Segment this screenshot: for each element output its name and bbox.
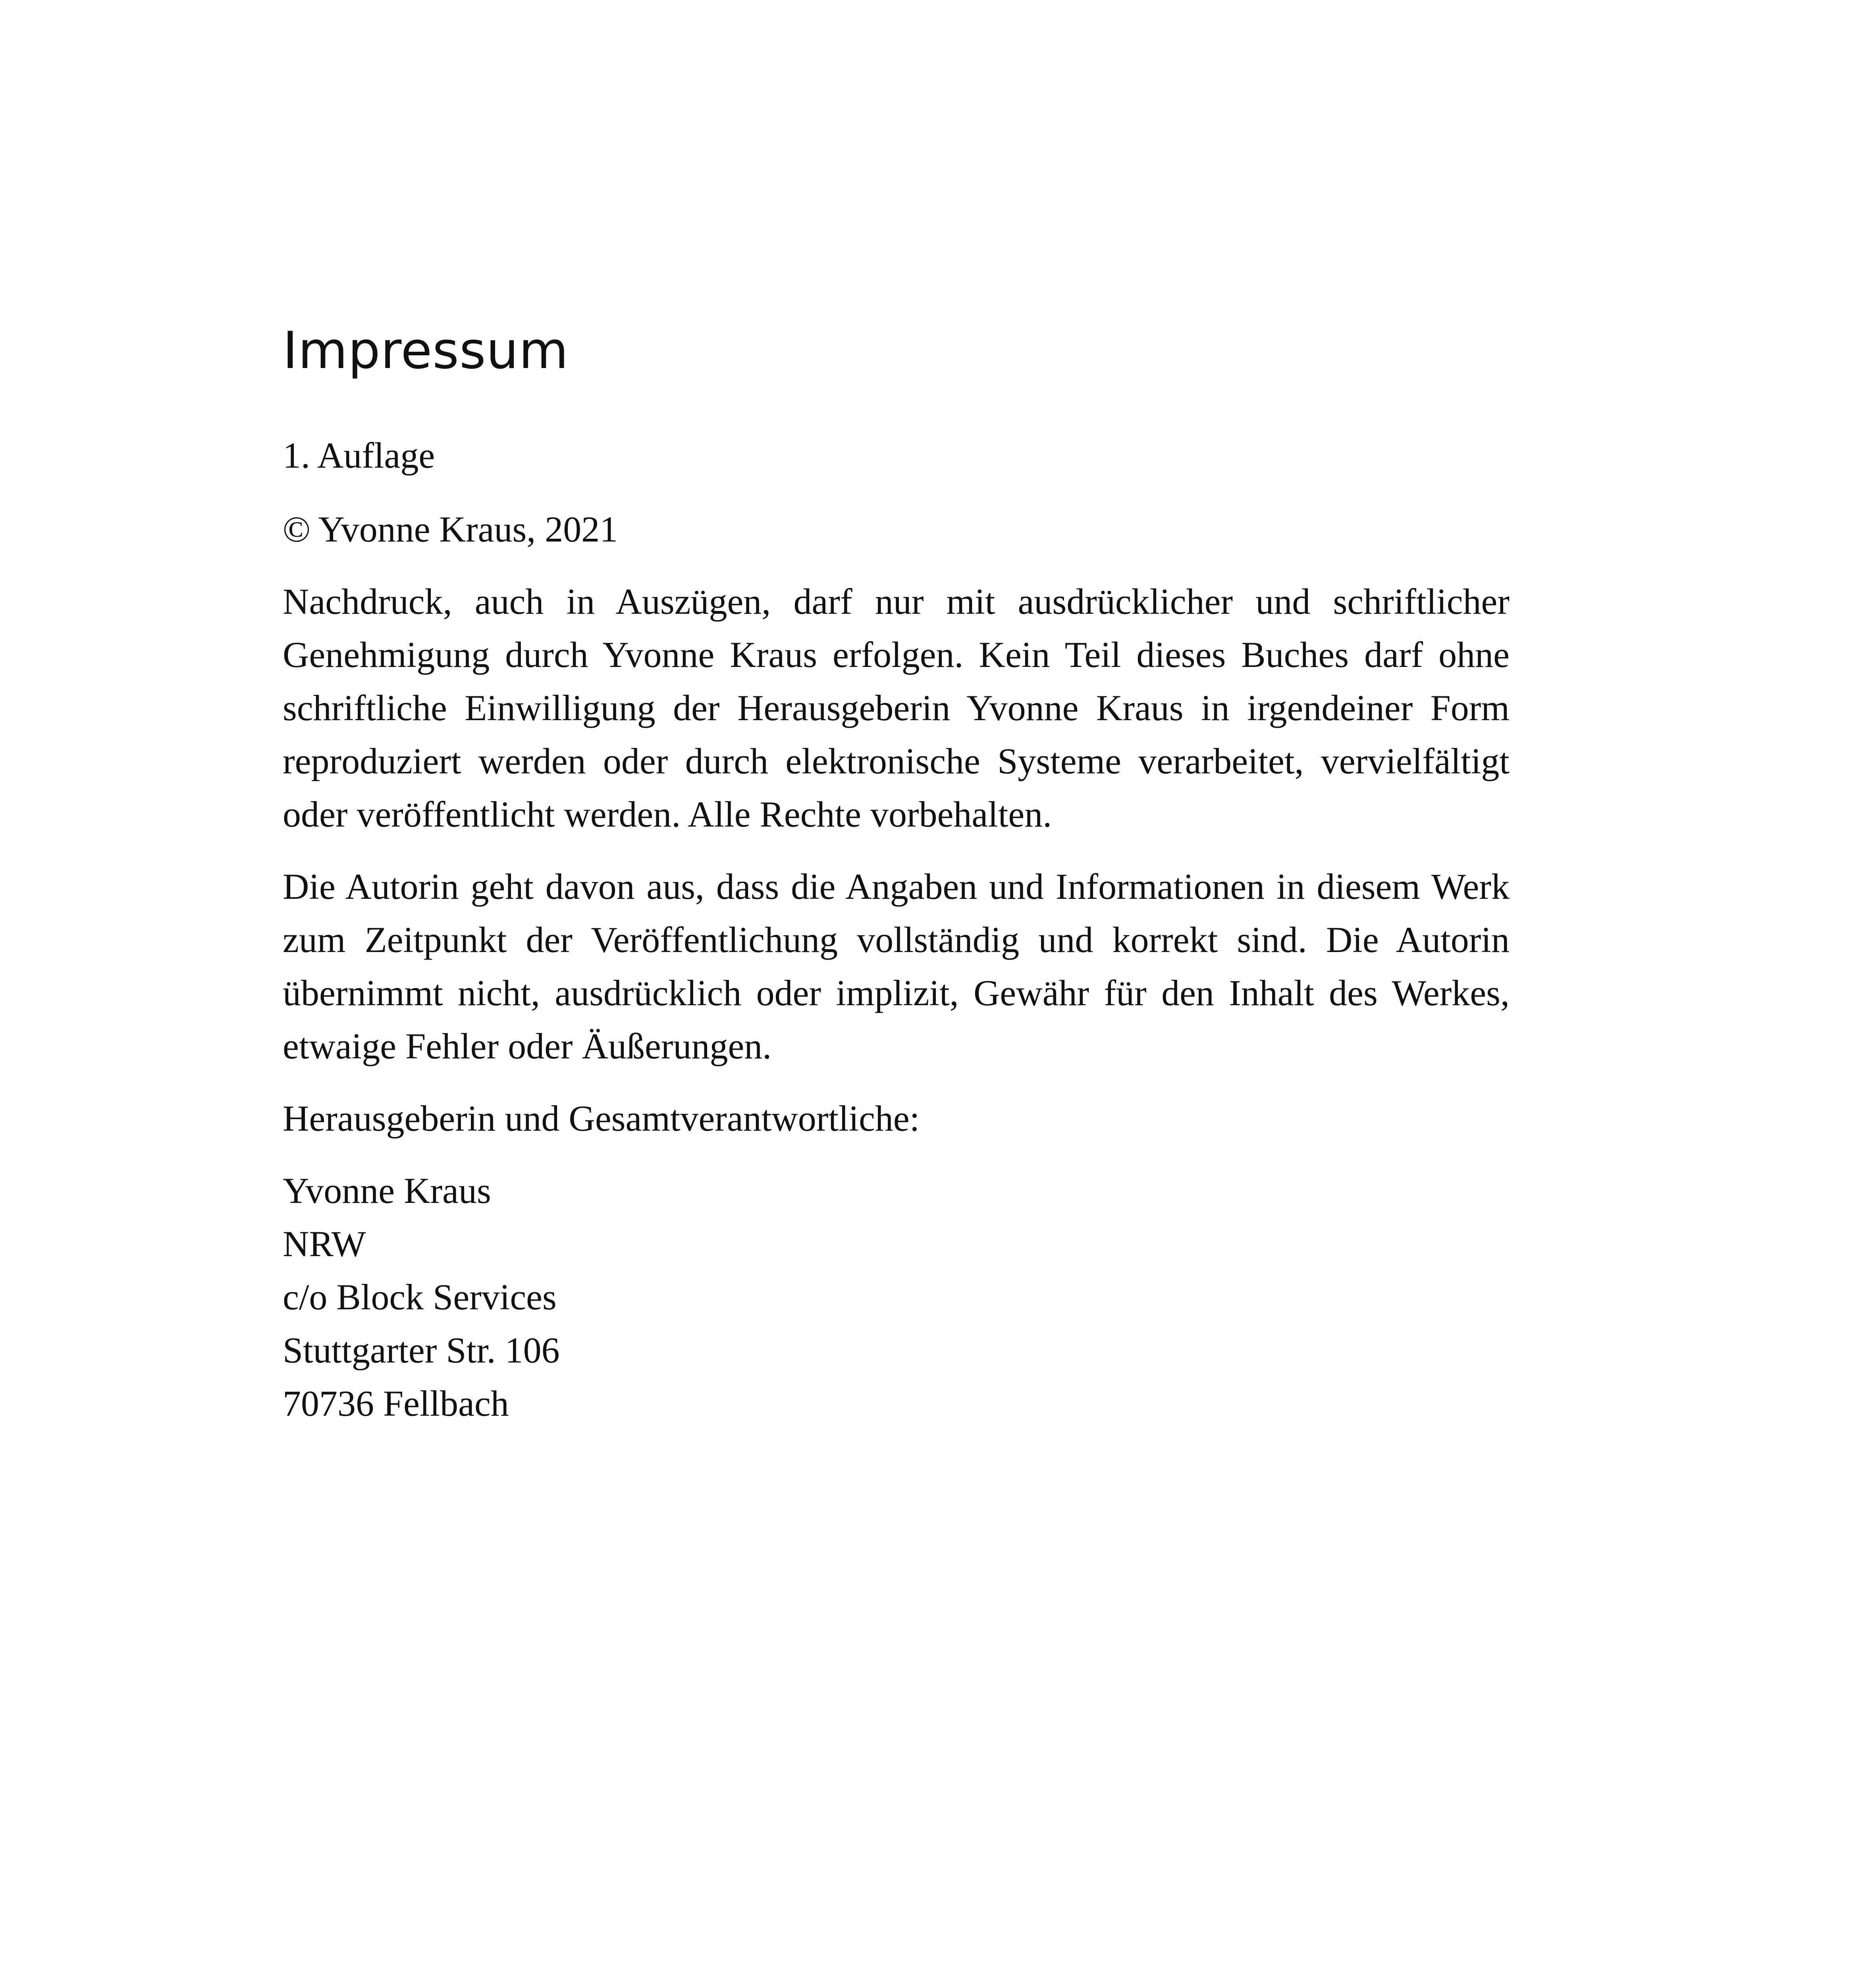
address-region: NRW (283, 1224, 366, 1264)
publisher-address (283, 1164, 1510, 1430)
address-name: Yvonne Kraus (283, 1170, 491, 1211)
disclaimer-paragraph: Die Autorin geht davon aus, dass die Angaben und Informationen in diesem Werk zum Zeitpunkt der Veröffentlichung vollständig und korrekt sind. Die Autorin übernimmt nicht, ausdrücklich oder implizit, Gewähr für den Inhalt des Werkes, etwaige Fehler oder Äußerungen. (283, 866, 1510, 1066)
publisher-label: Herausgeberin und Gesamtverantwortliche: (283, 1098, 920, 1139)
rights-paragraph: Nachdruck, auch in Auszügen, darf nur mit ausdrücklicher und schriftlicher Genehmigung durch Yvonne Kraus erfolgen. Kein Teil dieses Buches darf ohne schriftliche Einwilligung der Herausgeberin Yvonne Kraus in irgendeiner Form reproduziert werden oder durch elektronische Systeme verarbeitet, vervielfältigt oder veröffentlicht werden. Alle Rechte vorbehalten. (283, 581, 1510, 834)
copyright-text: © Yvonne Kraus, 2021 (283, 509, 618, 549)
address-care-of: c/o Block Services (283, 1277, 557, 1317)
edition-text: 1. Auflage (283, 435, 435, 476)
address-city: 70736 Fellbach (283, 1383, 509, 1424)
impressum-section (283, 321, 1510, 1430)
address-street: Stuttgarter Str. 106 (283, 1330, 560, 1370)
page-title: Impressum (283, 321, 569, 380)
